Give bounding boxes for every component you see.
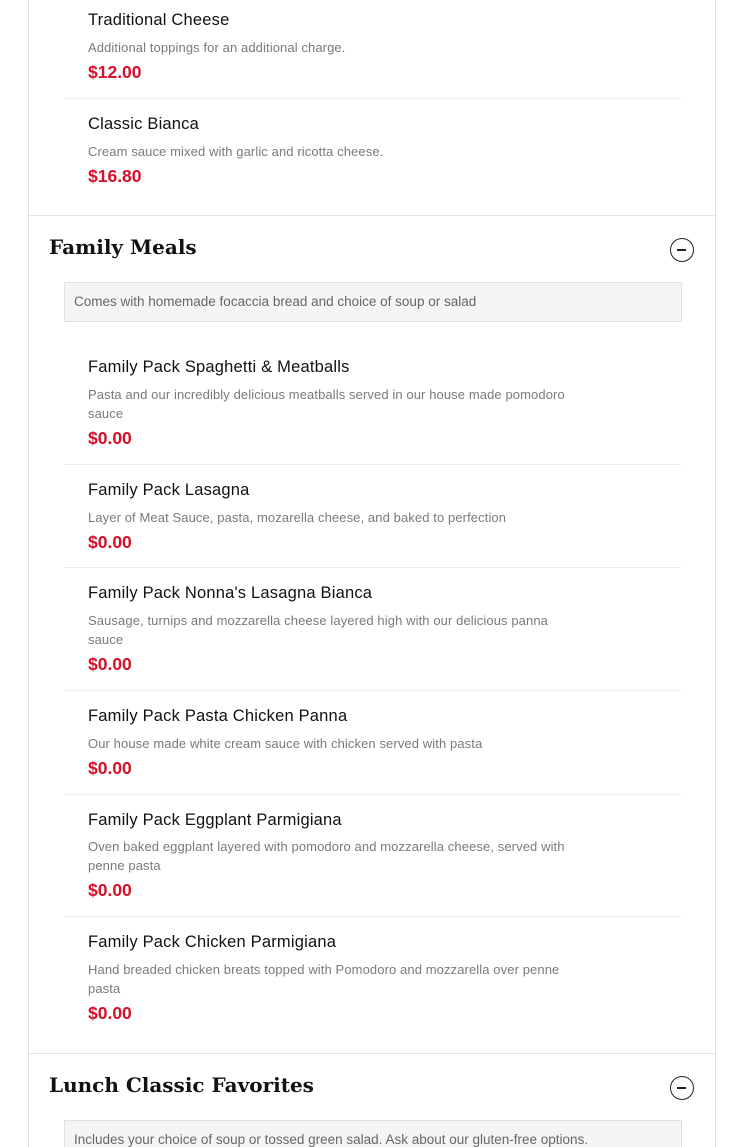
item-price: $16.80 <box>88 166 142 186</box>
item-divider <box>64 567 681 568</box>
item-price: $0.00 <box>88 428 132 448</box>
item-description: Cream sauce mixed with garlic and ricotta cheese. <box>88 144 384 159</box>
item-price: $0.00 <box>88 758 132 778</box>
item-name: Family Pack Eggplant Parmigiana <box>88 811 342 829</box>
item-divider <box>64 916 681 917</box>
item-name: Family Pack Spaghetti & Meatballs <box>88 358 350 376</box>
section-title-family-meals: Family Meals <box>49 235 197 259</box>
item-name: Classic Bianca <box>88 115 200 133</box>
minus-circle-icon[interactable] <box>670 238 694 262</box>
item-divider <box>64 98 681 99</box>
item-divider <box>64 690 681 691</box>
item-name: Family Pack Lasagna <box>88 481 250 499</box>
item-name: Family Pack Nonna's Lasagna Bianca <box>88 584 373 602</box>
item-price: $0.00 <box>88 1003 132 1023</box>
item-description: Pasta and our incredibly delicious meatballs served in our house made pomodoro sauce <box>88 387 565 421</box>
item-divider <box>64 794 681 795</box>
item-description: Sausage, turnips and mozzarella cheese layered high with our delicious panna sauce <box>88 613 548 647</box>
section-divider <box>28 215 716 216</box>
minus-circle-icon[interactable] <box>670 1076 694 1100</box>
section-note: Includes your choice of soup or tossed green salad. Ask about our gluten-free options. <box>64 1120 682 1147</box>
item-description: Layer of Meat Sauce, pasta, mozarella cheese, and baked to perfection <box>88 510 507 525</box>
item-divider <box>64 464 681 465</box>
item-price: $0.00 <box>88 880 132 900</box>
section-title-lunch-classic-favorites: Lunch Classic Favorites <box>49 1073 314 1097</box>
item-description: Additional toppings for an additional charge. <box>88 40 346 55</box>
minus-bar <box>677 249 686 251</box>
item-price: $0.00 <box>88 532 132 552</box>
item-price: $12.00 <box>88 62 142 82</box>
item-name: Family Pack Chicken Parmigiana <box>88 933 337 951</box>
item-description: Oven baked eggplant layered with pomodoro and mozzarella cheese, served with penne pasta <box>88 839 565 873</box>
item-price: $0.00 <box>88 654 132 674</box>
minus-bar <box>677 1087 686 1089</box>
item-description: Hand breaded chicken breats topped with Pomodoro and mozzarella over penne pasta <box>88 962 560 996</box>
item-name: Traditional Cheese <box>88 11 230 29</box>
item-name: Family Pack Pasta Chicken Panna <box>88 707 348 725</box>
section-note: Comes with homemade focaccia bread and choice of soup or salad <box>64 282 682 322</box>
item-description: Our house made white cream sauce with chicken served with pasta <box>88 736 483 751</box>
section-divider <box>28 1053 716 1054</box>
